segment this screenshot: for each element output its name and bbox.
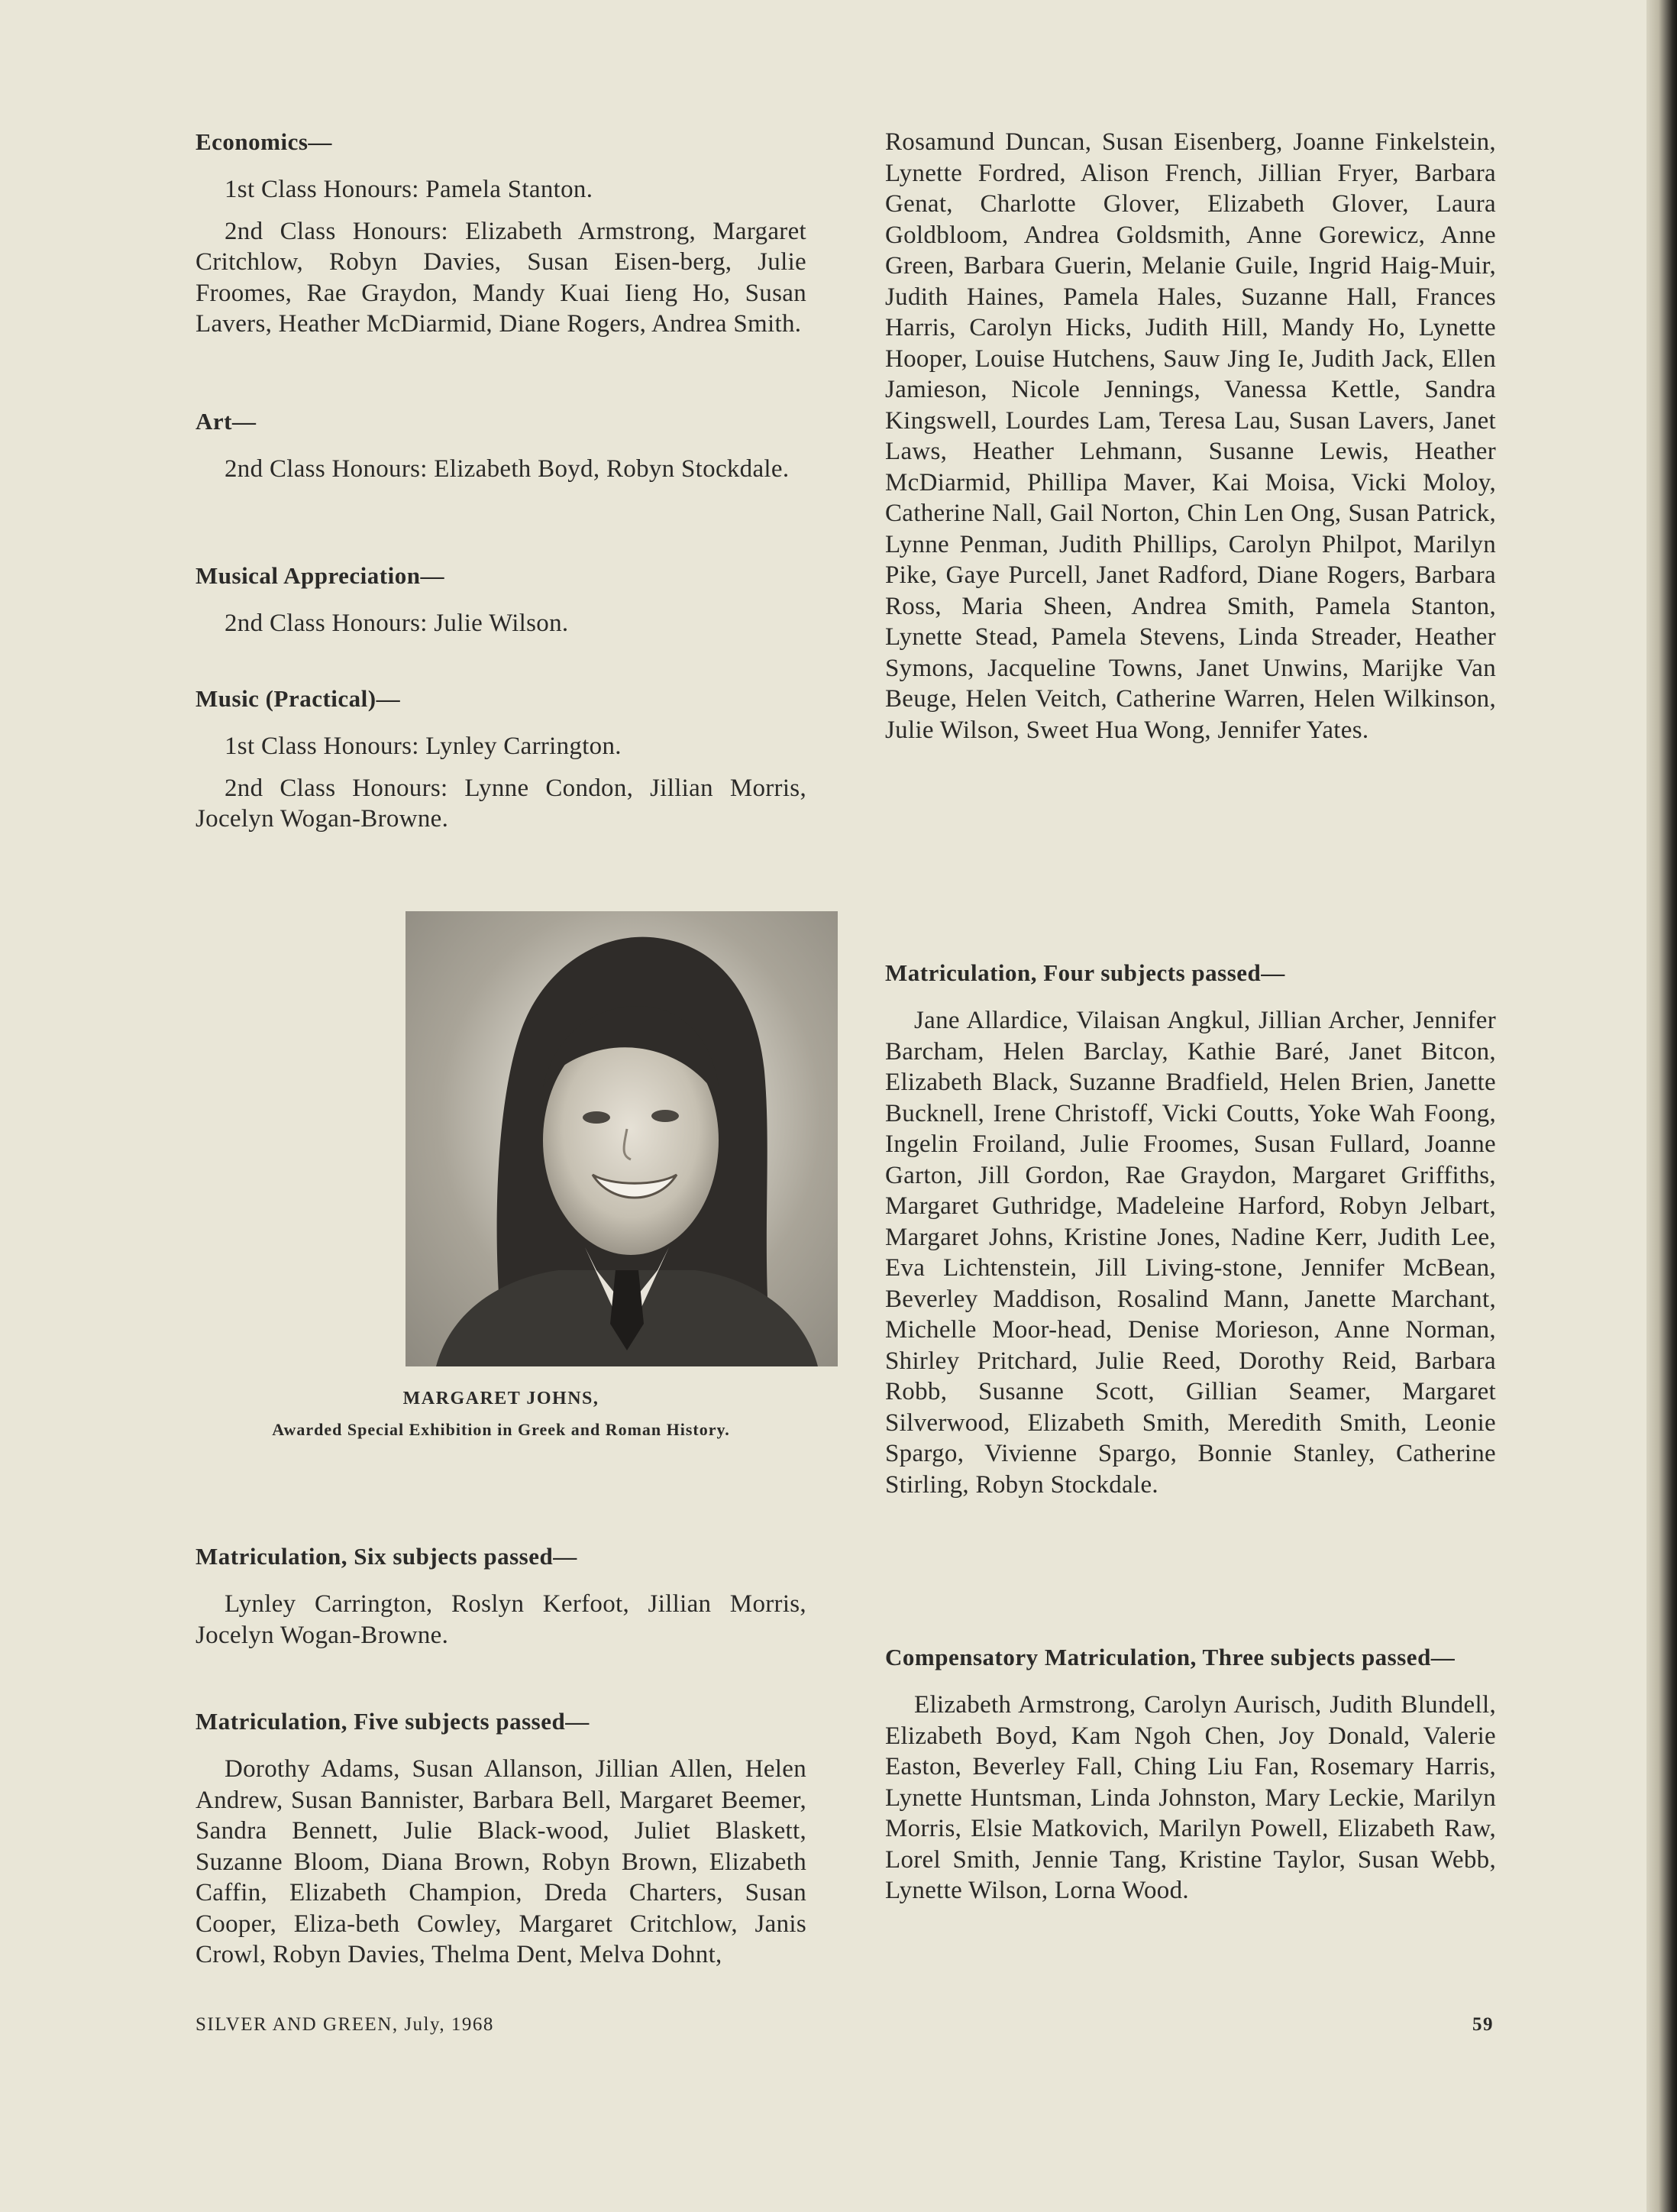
- matric-five-continued-section: [885, 127, 1496, 756]
- economics-second-class: 2nd Class Honours: Elizabeth Armstrong, Margaret Critchlow, Robyn Davies, Susan Eisen-berg, Julie Froomes, Rae Graydon, Mandy Kuai Iieng Ho, Susan Lavers, Heather McDiarmid, Diane Rogers, Andrea Smith.: [195, 217, 806, 338]
- matric-four-section: [885, 958, 1496, 1511]
- economics-first-class: 1st Class Honours: Pamela Stanton.: [225, 176, 593, 203]
- art-heading: Art—: [195, 408, 257, 435]
- music-practical-second-class: 2nd Class Honours: Lynne Condon, Jillian Morris, Jocelyn Wogan-Browne.: [195, 774, 806, 833]
- compensatory-names: Elizabeth Armstrong, Carolyn Aurisch, Judith Blundell, Elizabeth Boyd, Kam Ngoh Chen, Joy Donald, Valerie Easton, Beverley Fall, Ching Liu Fan, Rosemary Harris, Lynette Huntsman, Linda Johnston, Mary Leckie, Marilyn Morris, Elsie Matkovich, Marilyn Powell, Elizabeth Raw, Lorel Smith, Jennie Tang, Kristine Taylor, Susan Webb, Lynette Wilson, Lorna Wood.: [885, 1691, 1496, 1904]
- economics-heading: Economics—: [195, 128, 332, 155]
- musical-appreciation-heading: Musical Appreciation—: [195, 562, 444, 589]
- matric-five-names: Dorothy Adams, Susan Allanson, Jillian Allen, Helen Andrew, Susan Bannister, Barbara Bell, Margaret Beemer, Sandra Bennett, Julie Black-wood, Juliet Blaskett, Suzanne Bloom, Diana Brown, Robyn Brown, Elizabeth Caffin, Elizabeth Champion, Dreda Charters, Susan Cooper, Eliza-beth Cowley, Margaret Critchlow, Janis Crowl, Robyn Davies, Thelma Dent, Melva Dohnt,: [195, 1755, 806, 1968]
- matric-five-section: [195, 1706, 806, 1981]
- matric-six-names: Lynley Carrington, Roslyn Kerfoot, Jillian Morris, Jocelyn Wogan-Browne.: [195, 1590, 806, 1649]
- music-practical-first-class: 1st Class Honours: Lynley Carrington.: [225, 732, 622, 760]
- matric-four-heading: Matriculation, Four subjects passed—: [885, 959, 1285, 986]
- compensatory-section: [885, 1642, 1496, 1917]
- matric-five-heading: Matriculation, Five subjects passed—: [195, 1708, 590, 1735]
- caption-text: Awarded Special Exhibition in Greek and Roman History.: [272, 1420, 730, 1439]
- photo-caption: [195, 0, 806, 1440]
- art-second-class: 2nd Class Honours: Elizabeth Boyd, Robyn Stockdale.: [225, 455, 790, 483]
- compensatory-heading: Compensatory Matriculation, Three subjects passed—: [885, 1644, 1456, 1670]
- matric-five-continued-names: Rosamund Duncan, Susan Eisenberg, Joanne Finkelstein, Lynette Fordred, Alison French, Jillian Fryer, Barbara Genat, Charlotte Glover, Elizabeth Glover, Laura Goldbloom, Andrea Goldsmith, Anne Gorewicz, Anne Green, Barbara Guerin, Melanie Guile, Ingrid Haig-Muir, Judith Haines, Pamela Hales, Suzanne Hall, Frances Harris, Carolyn Hicks, Judith Hill, Mandy Ho, Lynette Hooper, Louise Hutchens, Sauw Jing Ie, Judith Jack, Ellen Jamieson, Nicole Jennings, Vanessa Kettle, Sandra Kingswell, Lourdes Lam, Teresa Lau, Susan Lavers, Janet Laws, Heather Lehmann, Susanne Lewis, Heather McDiarmid, Phillipa Maver, Kai Moisa, Vicki Moloy, Catherine Nall, Gail Norton, Chin Len Ong, Susan Patrick, Lynne Penman, Judith Phillips, Carolyn Philpot, Marilyn Pike, Gaye Purcell, Janet Radford, Diane Rogers, Barbara Ross, Maria Sheen, Andrea Smith, Pamela Stanton, Lynette Stead, Pamela Stevens, Linda Streader, Heather Symons, Jacqueline Towns, Janet Unwins, Marijke Van Beuge, Helen Veitch, Catherine Warren, Helen Wilkinson, Julie Wilson, Sweet Hua Wong, Jennifer Yates.: [885, 128, 1496, 744]
- music-practical-heading: Music (Practical)—: [195, 685, 401, 712]
- matric-four-names: Jane Allardice, Vilaisan Angkul, Jillian Archer, Jennifer Barcham, Helen Barclay, Kathie Baré, Janet Bitcon, Elizabeth Black, Suzanne Bradfield, Helen Brien, Janette Bucknell, Irene Christoff, Vicki Coutts, Yoke Wah Foong, Ingelin Froiland, Julie Froomes, Susan Fullard, Joanne Garton, Jill Gordon, Rae Graydon, Margaret Griffiths, Margaret Guthridge, Madeleine Harford, Robyn Jelbart, Margaret Johns, Kristine Jones, Nadine Kerr, Judith Lee, Eva Lichtenstein, Jill Living-stone, Jennifer McBean, Beverley Maddison, Rosalind Mann, Janette Marchant, Michelle Moor-head, Denise Morieson, Anne Norman, Shirley Pritchard, Julie Reed, Dorothy Reid, Barbara Robb, Susanne Scott, Gillian Seamer, Margaret Silverwood, Elizabeth Smith, Meredith Smith, Leonie Spargo, Vivienne Spargo, Bonnie Stanley, Catherine Stirling, Robyn Stockdale.: [885, 1007, 1496, 1499]
- page-binding-edge: [1646, 0, 1677, 2212]
- caption-name: MARGARET JOHNS,: [402, 1389, 599, 1408]
- matric-six-heading: Matriculation, Six subjects passed—: [195, 1543, 577, 1570]
- matric-six-section: [195, 1541, 806, 1661]
- page-number: 59: [1472, 2014, 1494, 2035]
- publication-footer: SILVER AND GREEN, July, 1968: [195, 2014, 494, 2035]
- musical-appreciation-second-class: 2nd Class Honours: Julie Wilson.: [225, 610, 569, 637]
